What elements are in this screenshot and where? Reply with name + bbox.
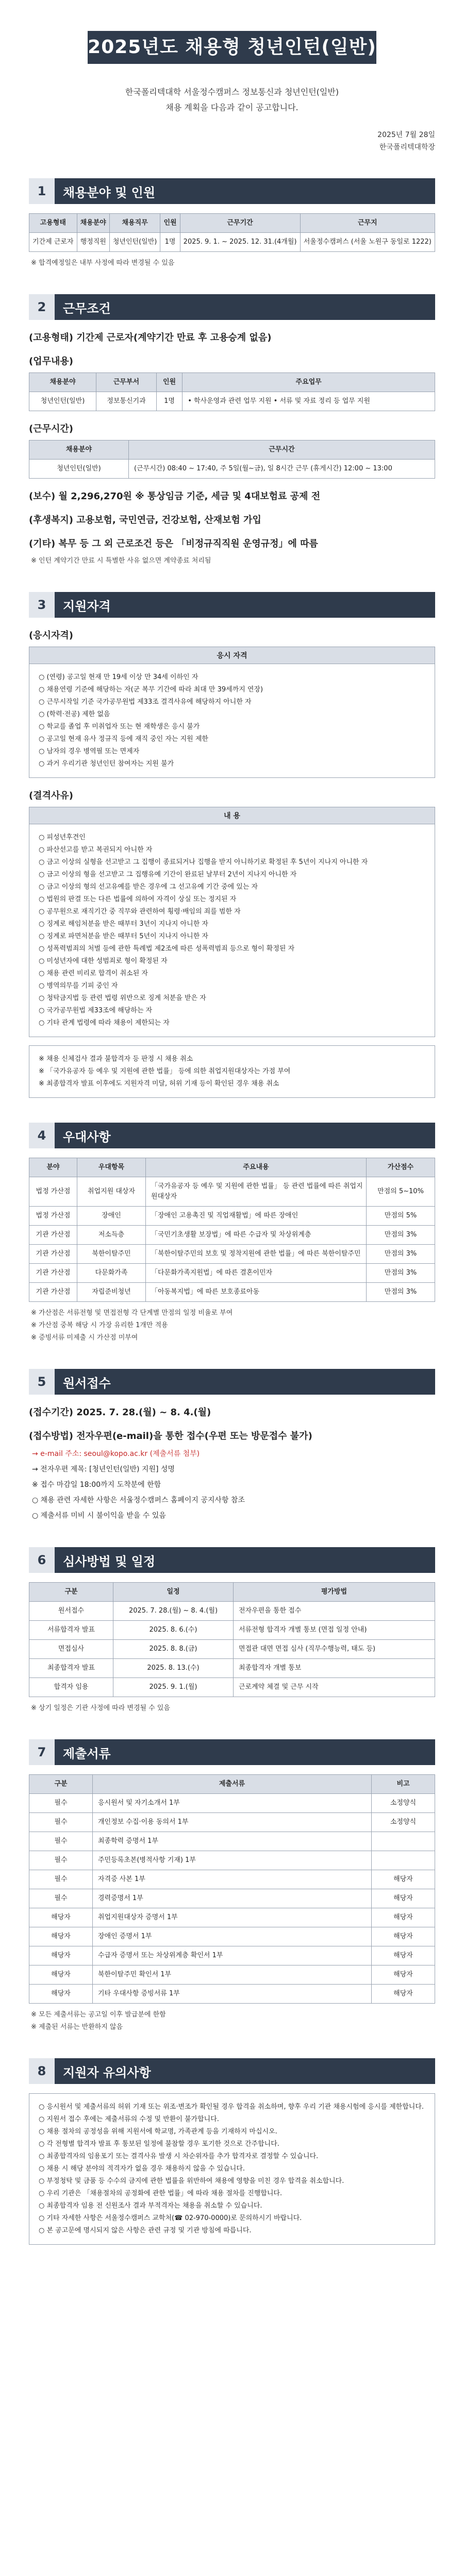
table-row: 기관 가산점 자립준비청년 「아동복지법」에 따른 보호종료아동 만점의 3% [29,1283,435,1302]
table-row: 기관 가산점 다문화가족 「다문화가족지원법」에 따른 결혼이민자 만점의 3% [29,1264,435,1283]
qualification-notes: ※ 채용 신체검사 결과 불합격자 등 판정 시 채용 취소 ※ 「국가유공자 등 예우 및 지원에 관한 법률」 등에 의한 취업지원대상자는 가점 부여 ※ 최종합격자 발표 이후에도 지원자격 미달, 허위 기재 등이 확인된 경우 채용 취소 [29,1045,435,1098]
preference-table: 분야 우대항목 주요내용 가산점수 법정 가산점 취업지원 대상자 「국가유공자 등 예우 및 지원에 관한 법률」 등 관련 법률에 따른 취업지원대상자 만점의 5~10% 법정 가산점 장애인 「장애인 고용촉진 및 직업재활법」에 따른 장애인 만점의 5% 기관 가산점 저소득층 「국민기초생활 보장법」에 따른 수급자 및 차상위계층 만점의 3% 기관 가산점 북한이탈주민 「북한이탈주민의 보호 및 정착지원에 관한 법률」에 따른 북한이탈주민 만점의 3% 기관 가산점 다문화가족 「다문화가족지원법」에 따른 결혼이민자 만점의 3% 기관 가산점 자립준비청년 「아동복지법」에 따른 보호종료아동 만점의 3% [29,1158,435,1302]
recruitment-table: 고용형태 채용분야 채용직무 인원 근무기간 근무지 기간제 근로자 행정직원 청년인턴(일반) 1명 2025. 9. 1. ~ 2025. 12. 31.(4개월) 서울정수캠퍼스 (서울 노원구 동일로 1222) [29,213,435,252]
duty-table: 채용분야 근무부서 인원 주요업무 청년인턴(일반) 정보통신기과 1명 • 학사운영과 관련 업무 지원 • 서류 및 자료 정리 등 업무 지원 [29,372,435,411]
qualification-box-title: 응시 자격 [29,647,435,664]
table-row: 필수 개인정보 수집·이용 동의서 1부 소정양식 [29,1813,435,1832]
table-row: 해당자 북한이탈주민 확인서 1부 해당자 [29,1965,435,1985]
section-recruitment [29,178,435,269]
table-row: 해당자 취업지원대상자 증명서 1부 해당자 [29,1908,435,1927]
application-method: (접수방법) 전자우편(e-mail)을 통한 접수(우편 또는 방문접수 불가) [29,1431,312,1442]
table-row: 법정 가산점 장애인 「장애인 고용촉진 및 직업재활법」에 따른 장애인 만점의 5% [29,1207,435,1226]
qualification-heading: (응시자격) [29,630,74,641]
table-row: 필수 응시원서 및 자기소개서 1부 소정양식 [29,1794,435,1813]
notice-page [0,31,464,2576]
duty-heading: (업무내용) [29,356,74,367]
section-header: 6 심사방법 및 일정 [29,1547,435,1573]
application-info: ○ 채용 관련 자세한 사항은 서울정수캠퍼스 홈페이지 공지사항 참조 [32,1496,245,1504]
disqualification-box: ○ 피성년후견인 ○ 파산선고를 받고 복권되지 아니한 자 ○ 금고 이상의 실형을 선고받고 그 집행이 종료되거나 집행을 받지 아니하기로 확정된 후 5년이 지나지 아니한 자 ○ 금고 이상의 형을 선고받고 그 집행유예 기간이 완료된 날부터 2년이 지나지 아니한 자 ○ 금고 이상의 형의 선고유예를 받은 경우에 그 선고유예 기간 중에 있는 자 ○ 법원의 판결 또는 다른 법률에 의하여 자격이 상실 또는 정지된 자 ○ 공무원으로 재직기간 중 직무와 관련하여 횡령·배임의 죄를 범한 자 ○ 징계로 해임처분을 받은 때부터 3년이 지나지 아니한 자 ○ 징계로 파면처분을 받은 때부터 5년이 지나지 아니한 자 ○ 성폭력범죄의 처벌 등에 관한 특례법 제2조에 따른 성폭력범죄 등으로 형이 확정된 자 ○ 미성년자에 대한 성범죄로 형이 확정된 자 ○ 채용 관련 비리로 합격이 취소된 자 ○ 병역의무를 기피 중인 자 ○ 청탁금지법 등 관련 법령 위반으로 징계 처분을 받은 자 ○ 국가공무원법 제33조에 해당하는 자 ○ 기타 관계 법령에 따라 채용이 제한되는 자 [29,824,435,1037]
intro-text: 한국폴리텍대학 서울정수캠퍼스 정보통신과 청년인턴(일반) 채용 계획을 다음과 같이 공고합니다. [125,87,339,112]
cautions-box: ○ 응시원서 및 제출서류의 허위 기재 또는 위조·변조가 확인될 경우 합격을 취소하며, 향후 우리 기관 채용시험에 응시를 제한합니다. ○ 지원서 접수 후에는 제출서류의 수정 및 반환이 불가합니다. ○ 채용 절차의 공정성을 위해 지원서에 학교명, 가족관계 등을 기재하지 마십시오. ○ 각 전형별 합격자 발표 후 통보된 일정에 불참할 경우 포기한 것으로 간주합니다. ○ 최종합격자의 임용포기 또는 결격사유 발생 시 차순위자를 추가 합격자로 결정할 수 있습니다. ○ 채용 시 해당 분야의 적격자가 없을 경우 채용하지 않을 수 있습니다. ○ 부정청탁 및 금품 등 수수의 금지에 관한 법률을 위반하여 채용에 영향을 미친 경우 합격을 취소합니다. ○ 우리 기관은 「채용절차의 공정화에 관한 법률」에 따라 채용 절차를 진행합니다. ○ 최종합격자 임용 전 신원조사 결과 부적격자는 채용을 취소할 수 있습니다. ○ 기타 자세한 사항은 서울정수캠퍼스 교학처(☎ 02-970-0000)로 문의하시기 바랍니다. ○ 본 공고문에 명시되지 않은 사항은 관련 규정 및 기관 방침에 따릅니다. [29,2093,435,2245]
table-row: 법정 가산점 취업지원 대상자 「국가유공자 등 예우 및 지원에 관한 법률」 등 관련 법률에 따른 취업지원대상자 만점의 5~10% [29,1177,435,1207]
documents-table: 구분 제출서류 비고 필수 응시원서 및 자기소개서 1부 소정양식 필수 개인정보 수집·이용 동의서 1부 소정양식 필수 최종학력 증명서 1부 필수 주민등록초본(병적사항 기재) 1부 필수 자격증 사본 1부 해당자 필수 경력증명서 1부 해당자 해당자 취업지원대상자 증명서 1부 해당자 해당자 장애인 증명서 1부 해당자 해당자 수급자 증명서 또는 차상위계층 확인서 1부 해당자 해당자 북한이탈주민 확인서 1부 해당자 해당자 기타 우대사항 증빙서류 1부 해당자 [29,1774,435,2004]
table-row: 필수 최종학력 증명서 1부 [29,1832,435,1851]
section-header: 3 지원자격 [29,592,435,618]
table-row: 해당자 수급자 증명서 또는 차상위계층 확인서 1부 해당자 [29,1946,435,1965]
table-row: 최종합격자 발표 2025. 8. 13.(수) 최종합격자 개별 통보 [29,1659,435,1678]
table-row: 해당자 기타 우대사항 증빙서류 1부 해당자 [29,1985,435,2004]
application-email: → e-mail 주소: seoul@kopo.ac.kr (제출서류 첨부) [32,1450,200,1458]
disqualification-heading: (결격사유) [29,790,74,801]
schedule-table: 구분 일정 평가방법 원서접수 2025. 7. 28.(월) ~ 8. 4.(월) 전자우편을 통한 접수 서류합격자 발표 2025. 8. 6.(수) 서류전형 합격자 개별 통보 (면접 일정 안내) 면접심사 2025. 8. 8.(금) 면접관 대면 면접 심사 (직무수행능력, 태도 등) 최종합격자 발표 2025. 8. 13.(수) 최종합격자 개별 통보 합격자 임용 2025. 9. 1.(월) 근로계약 체결 및 근무 시작 [29,1582,435,1697]
table-row: 기관 가산점 북한이탈주민 「북한이탈주민의 보호 및 정착지원에 관한 법률」에 따른 북한이탈주민 만점의 3% [29,1245,435,1264]
schedule-note: ※ 상기 일정은 기관 사정에 따라 변경될 수 있음 [31,1704,170,1712]
table-row: 서류합격자 발표 2025. 8. 6.(수) 서류전형 합격자 개별 통보 (면접 일정 안내) [29,1621,435,1640]
section-conditions [29,294,435,567]
disqualification-box-title: 내 용 [29,807,435,824]
welfare-info: (후생복지) 고용보험, 국민연금, 건강보험, 산재보험 가입 [29,515,261,526]
etc-info: (기타) 복무 등 그 외 근로조건 등은 「비정규직직원 운영규정」에 따름 [29,538,318,549]
documents-notes: ※ 모든 제출서류는 공고일 이후 발급분에 한함 ※ 제출된 서류는 반환하지 않음 [31,2011,166,2031]
section-documents [29,1739,435,2033]
section-qualification [29,592,435,1098]
section-header: 4 우대사항 [29,1123,435,1148]
table-row: 필수 자격증 사본 1부 해당자 [29,1870,435,1889]
application-warning: ○ 제출서류 미비 시 불이익을 받을 수 있음 [32,1512,166,1520]
employment-type: (고용형태) 기간제 근로자(계약기간 만료 후 고용승계 없음) [29,332,272,343]
table-row: 해당자 장애인 증명서 1부 해당자 [29,1927,435,1946]
section-header: 7 제출서류 [29,1739,435,1765]
section-header: 2 근무조건 [29,294,435,320]
recruitment-note: ※ 합격예정일은 내부 사정에 따라 변경될 수 있음 [31,259,175,267]
notice-date: 2025년 7월 28일 한국폴리텍대학장 [377,131,435,151]
table-row: 필수 경력증명서 1부 해당자 [29,1889,435,1908]
table-row: 합격자 임용 2025. 9. 1.(월) 근로계약 체결 및 근무 시작 [29,1678,435,1697]
table-row: 기관 가산점 저소득층 「국민기초생활 보장법」에 따른 수급자 및 차상위계층 만점의 3% [29,1226,435,1245]
application-subject: → 전자우편 제목: [청년인턴(일반) 지원] 성명 [32,1465,175,1473]
page-title: 2025년도 채용형 청년인턴(일반) 채용 공고 [88,31,376,64]
section-header: 5 원서접수 [29,1369,435,1395]
section-header: 8 지원자 유의사항 [29,2058,435,2084]
table-row: 원서접수 2025. 7. 28.(월) ~ 8. 4.(월) 전자우편을 통한 접수 [29,1602,435,1621]
conditions-note: ※ 인턴 계약기간 만료 시 특별한 사유 없으면 계약종료 처리됨 [31,557,211,565]
pay-info: (보수) 월 2,296,270원 ※ 통상임금 기준, 세금 및 4대보험료 공제 전 [29,491,321,502]
section-preferences [29,1123,435,1344]
work-hours-table: 채용분야 근무시간 청년인턴(일반) (근무시간) 08:40 ~ 17:40, 주 5일(월~금), 일 8시간 근무 (휴게시간) 12:00 ~ 13:00 [29,440,435,479]
preference-notes: ※ 가산점은 서류전형 및 면접전형 각 단계별 만점의 일정 비율로 부여 ※ 가산점 중복 해당 시 가장 유리한 1개만 적용 ※ 증빙서류 미제출 시 가산점 미부여 [31,1309,233,1342]
qualification-box: ○ (연령) 공고일 현재 만 19세 이상 만 34세 이하인 자 ○ 채용연령 기준에 해당하는 자(군 복무 기간에 따라 최대 만 39세까지 연장) ○ 근무시작일 기준 국가공무원법 제33조 결격사유에 해당하지 아니한 자 ○ (학력·전공) 제한 없음 ○ 학교를 졸업 후 미취업자 또는 현 재학생은 응시 불가 ○ 공고일 현재 유사 정규직 등에 재직 중인 자는 지원 제한 ○ 남자의 경우 병역필 또는 면제자 ○ 과거 우리기관 청년인턴 참여자는 지원 불가 [29,664,435,778]
work-hours-heading: (근무시간) [29,423,74,434]
section-application [29,1369,435,1522]
section-cautions [29,2058,435,2245]
application-deadline-note: ※ 접수 마감일 18:00까지 도착분에 한함 [32,1481,161,1489]
section-schedule [29,1547,435,1715]
section-header: 1 채용분야 및 인원 [29,178,435,204]
table-row: 면접심사 2025. 8. 8.(금) 면접관 대면 면접 심사 (직무수행능력, 태도 등) [29,1640,435,1659]
table-row: 필수 주민등록초본(병적사항 기재) 1부 [29,1851,435,1870]
application-period: (접수기간) 2025. 7. 28.(월) ~ 8. 4.(월) [29,1407,211,1418]
